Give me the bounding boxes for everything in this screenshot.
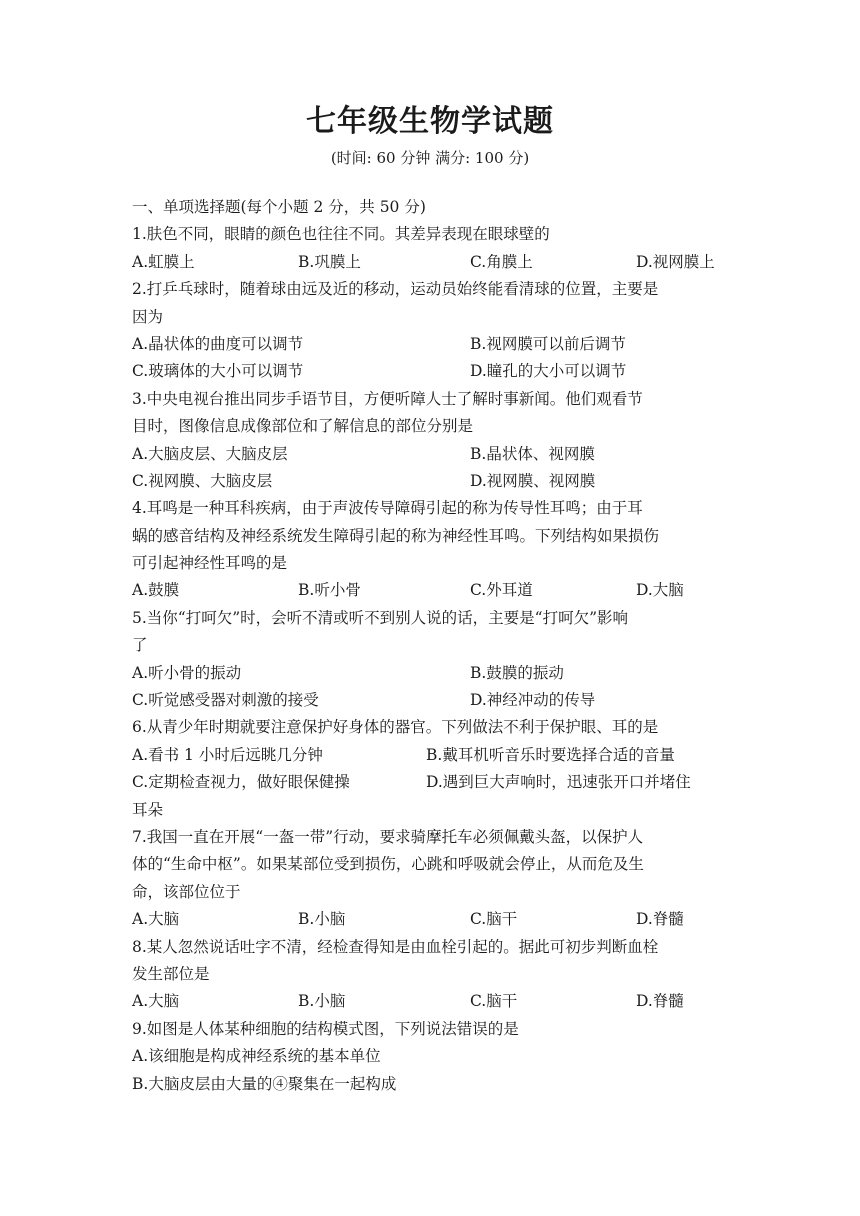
option-d: D.瞳孔的大小可以调节 [470, 362, 627, 381]
question-8-options [132, 988, 732, 1015]
exam-body [132, 194, 732, 1098]
question-3-stem: 3.中央电视台推出同步手语节目，方便听障人士了解时事新闻。他们观看节 [132, 389, 643, 408]
question-5-options-row2 [132, 687, 732, 714]
option-b: B.视网膜可以前后调节 [470, 334, 626, 353]
option-c: C.脑干 [470, 910, 518, 929]
option-b: B.小脑 [298, 992, 346, 1011]
option-d: D.脊髓 [636, 992, 684, 1011]
question-2-stem: 2.打乒乓球时，随着球由远及近的移动，运动员始终能看清球的位置，主要是 [132, 280, 659, 299]
option-c: C.外耳道 [470, 581, 533, 600]
option-c: C.脑干 [470, 992, 518, 1011]
option-c: C.视网膜、大脑皮层 [132, 471, 273, 490]
option-a: A.大脑皮层、大脑皮层 [132, 444, 288, 463]
question-4-stem: 4.耳鸣是一种耳科疾病，由于声波传导障碍引起的称为传导性耳鸣；由于耳 [132, 499, 643, 518]
option-c: C.角膜上 [470, 252, 533, 271]
option-c: C.定期检查视力，做好眼保健操 [132, 773, 350, 792]
question-5-stem: 5.当你“打呵欠”时，会听不清或听不到别人说的话，主要是“打呵欠”影响 [132, 608, 628, 627]
question-4-stem-cont: 可引起神经性耳鸣的是 [132, 554, 288, 573]
option-b: B.鼓膜的振动 [470, 663, 564, 682]
option-c: C.玻璃体的大小可以调节 [132, 362, 304, 381]
option-a: A.看书 1 小时后远眺几分钟 [132, 745, 323, 764]
question-2-stem-cont: 因为 [132, 307, 164, 326]
question-7-options [132, 906, 732, 933]
question-9-stem: 9.如图是人体某种细胞的结构模式图，下列说法错误的是 [132, 1019, 519, 1038]
question-4-options [132, 577, 732, 604]
question-8-stem: 8.某人忽然说话吐字不清，经检查得知是由血栓引起的。据此可初步判断血栓 [132, 937, 659, 956]
question-3-stem-cont: 目时，图像信息成像部位和了解信息的部位分别是 [132, 417, 474, 436]
section-heading: 一、单项选择题(每个小题 2 分，共 50 分) [132, 198, 426, 216]
question-2-options-row1 [132, 331, 732, 358]
question-9-option-a: A.该细胞是构成神经系统的基本单位 [132, 1047, 381, 1066]
question-6-options-row2 [132, 769, 732, 796]
option-d: D.遇到巨大声响时，迅速张开口并堵住 [426, 773, 691, 792]
question-8-stem-cont: 发生部位是 [132, 964, 210, 983]
option-c: C.听觉感受器对刺激的接受 [132, 691, 319, 710]
option-b: B.巩膜上 [298, 252, 361, 271]
option-d: D.大脑 [636, 581, 684, 600]
option-a: A.大脑 [132, 992, 180, 1011]
question-6-option-d-cont: 耳朵 [132, 800, 164, 819]
question-3-options-row1 [132, 441, 732, 468]
option-a: A.听小骨的振动 [132, 663, 242, 682]
option-b: B.小脑 [298, 910, 346, 929]
option-b: B.听小骨 [298, 581, 361, 600]
exam-title: 七年级生物学试题 [306, 104, 554, 139]
question-3-options-row2 [132, 468, 732, 495]
question-7-stem: 7.我国一直在开展“一盔一带”行动，要求骑摩托车必须佩戴头盔，以保护人 [132, 827, 644, 846]
option-b: B.戴耳机听音乐时要选择合适的音量 [426, 745, 675, 764]
question-1-stem: 1.肤色不同，眼睛的颜色也往往不同。其差异表现在眼球壁的 [132, 225, 550, 244]
option-d: D.脊髓 [636, 910, 684, 929]
option-d: D.视网膜上 [636, 252, 715, 271]
question-7-stem-cont: 体的“生命中枢”。如果某部位受到损伤，心跳和呼吸就会停止，从而危及生 [132, 855, 644, 874]
question-7-stem-cont: 命，该部位位于 [132, 882, 241, 901]
question-4-stem-cont: 蜗的感音结构及神经系统发生障碍引起的称为神经性耳鸣。下列结构如果损伤 [132, 526, 660, 545]
option-d: D.神经冲动的传导 [470, 691, 596, 710]
question-9-option-b: B.大脑皮层由大量的④聚集在一起构成 [132, 1074, 397, 1093]
option-b: B.晶状体、视网膜 [470, 444, 595, 463]
option-d: D.视网膜、视网膜 [470, 471, 596, 490]
question-6-options-row1 [132, 742, 732, 769]
question-6-stem: 6.从青少年时期就要注意保护好身体的器官。下列做法不利于保护眼、耳的是 [132, 718, 659, 737]
option-a: A.晶状体的曲度可以调节 [132, 334, 304, 353]
exam-subtitle: (时间: 60 分钟 满分: 100 分) [330, 149, 530, 167]
question-1-options [132, 249, 732, 276]
option-a: A.虹膜上 [132, 252, 195, 271]
question-5-options-row1 [132, 660, 732, 687]
option-a: A.鼓膜 [132, 581, 180, 600]
question-2-options-row2 [132, 358, 732, 385]
question-5-stem-cont: 了 [132, 636, 148, 655]
option-a: A.大脑 [132, 910, 180, 929]
